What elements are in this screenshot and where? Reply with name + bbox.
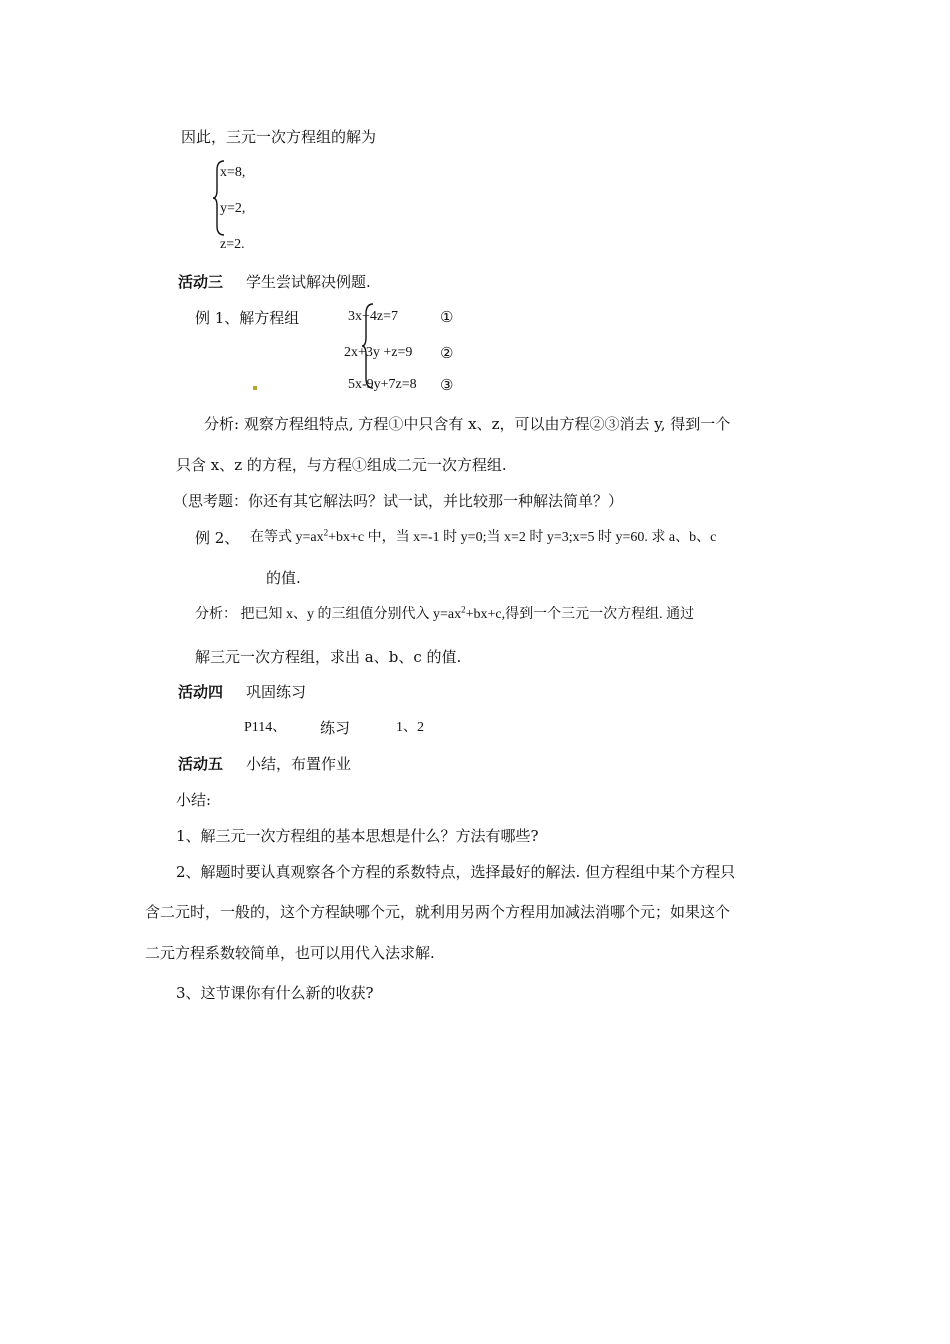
solution-y: y=2,	[220, 201, 246, 216]
activity3-text: 学生尝试解决例题.	[246, 273, 371, 291]
example1-analysis-line1: 分析: 观察方程组特点, 方程①中只含有 x、z，可以由方程②③消去 y, 得到一个	[204, 415, 731, 433]
summary-item1: 1、解三元一次方程组的基本思想是什么？方法有哪些?	[176, 827, 539, 845]
example2-line2: 的值.	[266, 569, 301, 587]
example1-think-question: （思考题：你还有其它解法吗？试一试，并比较那一种解法简单？）	[173, 492, 624, 510]
example1-eq3: 5x-9y+7z=8	[348, 377, 417, 392]
example1-eq2-mark: ②	[440, 344, 454, 362]
activity4-page-ref: P114、	[244, 720, 287, 735]
example1-analysis-line2: 只含 x、z 的方程，与方程①组成二元一次方程组.	[176, 456, 507, 474]
example2-analysis-line2: 解三元一次方程组，求出 a、b、c 的值.	[195, 648, 462, 666]
solution-intro: 因此，三元一次方程组的解为	[181, 128, 377, 146]
solution-z: z=2.	[220, 237, 245, 252]
stray-mark	[253, 386, 257, 390]
summary-item2-line1: 2、解题时要认真观察各个方程的系数特点，选择最好的解法. 但方程组中某个方程只	[176, 863, 736, 881]
activity4-items: 1、2	[396, 720, 424, 735]
example1-eq1-mark: ①	[440, 308, 454, 326]
summary-item2-line2: 含二元时，一般的，这个方程缺哪个元，就利用另两个方程用加减法消哪个元；如果这个	[145, 903, 731, 921]
activity4-practice: 练习	[320, 719, 351, 737]
example2-line1: 在等式 $y=ax^2+bx+c$ 中，当 x=-1 时 y=0;当 x=2 时 y=3;x=5 时 y=60. 求 a、b、c	[250, 527, 717, 545]
example1-eq2: 2x+3y +z=9	[344, 345, 413, 360]
activity4-text: 巩固练习	[246, 683, 307, 701]
summary-item2-line3: 二元方程系数较简单，也可以用代入法求解.	[145, 944, 435, 962]
example1-eq1: 3x+4z=7	[348, 309, 399, 324]
activity3-label: 活动三	[178, 273, 224, 291]
activity5-text: 小结，布置作业	[246, 755, 352, 773]
example2-label: 例 2、	[195, 529, 240, 547]
example1-eq3-mark: ③	[440, 376, 454, 394]
solution-x: x=8,	[220, 165, 246, 180]
summary-item3: 3、这节课你有什么新的收获?	[176, 984, 374, 1002]
activity4-label: 活动四	[178, 683, 224, 701]
summary-title: 小结:	[176, 791, 212, 809]
activity5-label: 活动五	[178, 755, 224, 773]
example1-label: 例 1、解方程组	[195, 309, 300, 327]
example2-analysis-line1: 分析： 把已知 x、y 的三组值分别代入 $y=ax^2+bx+c$,得到一个三元一次方程组. 通过	[195, 604, 695, 622]
